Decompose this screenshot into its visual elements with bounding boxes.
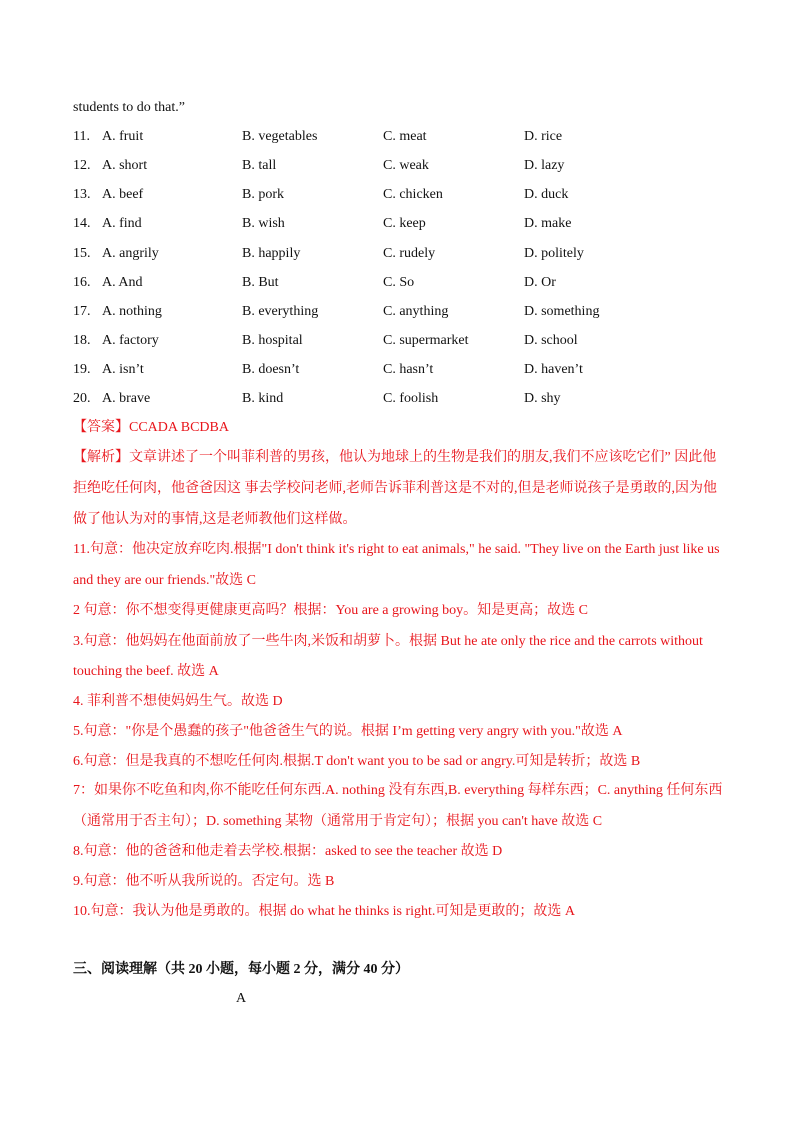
option-d: D. make	[524, 216, 572, 231]
option-c: C. So	[383, 275, 415, 290]
option-c: C. foolish	[383, 391, 439, 406]
option-a: A. And	[102, 275, 143, 290]
question-number: 14.	[73, 216, 91, 231]
option-a: A. short	[102, 158, 148, 173]
analysis-line: 10.句意：我认为他是勇敢的。根据 do what he thinks is right.可知是更敢的；故选 A	[73, 904, 576, 919]
option-b: B. vegetables	[242, 129, 318, 144]
analysis-line: 11.句意：他决定放弃吃肉.根据"I don't think it's right to eat animals," he said. "They live on the Earth just like us	[73, 542, 720, 557]
option-d: D. haven’t	[524, 362, 583, 377]
option-a: A. factory	[102, 333, 159, 348]
option-a: A. isn’t	[102, 362, 144, 377]
analysis-line: 7：如果你不吃鱼和肉,你不能吃任何东西.A. nothing 没有东西,B. everything 每样东西；C. anything 任何东西	[73, 783, 723, 798]
option-b: B. kind	[242, 391, 284, 406]
option-b: B. But	[242, 275, 279, 290]
question-number: 20.	[73, 391, 91, 406]
option-b: B. hospital	[242, 333, 303, 348]
analysis-line: touching the beef. 故选 A	[73, 664, 219, 679]
lead-line: students to do that.”	[73, 100, 185, 115]
option-c: C. weak	[383, 158, 429, 173]
option-d: D. lazy	[524, 158, 565, 173]
option-a: A. beef	[102, 187, 144, 202]
option-c: C. hasn’t	[383, 362, 434, 377]
option-b: B. wish	[242, 216, 285, 231]
analysis-line: 6.句意：但是我真的不想吃任何肉.根据.T don't want you to be sad or angry.可知是转折；故选 B	[73, 754, 641, 769]
option-a: A. fruit	[102, 129, 144, 144]
option-b: B. happily	[242, 246, 301, 261]
analysis-line: 4. 菲利普不想使妈妈生气。故选 D	[73, 694, 283, 709]
option-b: B. tall	[242, 158, 277, 173]
option-d: D. politely	[524, 246, 584, 261]
option-b: B. everything	[242, 304, 319, 319]
question-number: 12.	[73, 158, 91, 173]
option-a: A. nothing	[102, 304, 162, 319]
option-d: D. shy	[524, 391, 561, 406]
analysis-line: 2 句意：你不想变得更健康更高吗？根据：You are a growing boy。知是更高；故选 C	[73, 603, 589, 618]
option-c: C. chicken	[383, 187, 443, 202]
question-number: 18.	[73, 333, 91, 348]
option-c: C. keep	[383, 216, 426, 231]
option-d: D. Or	[524, 275, 556, 290]
section-heading: 三、阅读理解（共 20 小题，每小题 2 分，满分 40 分）	[73, 962, 409, 977]
option-b: B. pork	[242, 187, 284, 202]
analysis-line: 【解析】文章讲述了一个叫菲利普的男孩，他认为地球上的生物是我们的朋友,我们不应该吃它们” 因此他	[73, 450, 717, 465]
analysis-line: 9.句意：他不听从我所说的。否定句。选 B	[73, 874, 335, 889]
analysis-line: and they are our friends."故选 C	[73, 573, 256, 588]
analysis-line: 8.句意：他的爸爸和他走着去学校.根据：asked to see the teacher 故选 D	[73, 844, 503, 859]
question-number: 11.	[73, 129, 90, 144]
question-number: 13.	[73, 187, 91, 202]
analysis-line: 拒绝吃任何肉，他爸爸因这 事去学校问老师,老师告诉菲利普这是不对的,但是老师说孩子是勇敢的,因为他	[73, 481, 717, 496]
option-c: C. rudely	[383, 246, 436, 261]
analysis-line: 3.句意：他妈妈在他面前放了一些牛肉,米饭和胡萝卜。根据 But he ate only the rice and the carrots without	[73, 634, 703, 649]
option-a: A. brave	[102, 391, 151, 406]
answer-line: 【答案】CCADA BCDBA	[73, 420, 229, 435]
analysis-line: （通常用于否主句）；D. something 某物（通常用于肯定句）；根据 you can't have 故选 C	[73, 814, 603, 829]
question-number: 15.	[73, 246, 91, 261]
question-number: 19.	[73, 362, 91, 377]
option-c: C. supermarket	[383, 333, 469, 348]
question-number: 16.	[73, 275, 91, 290]
option-a: A. find	[102, 216, 142, 231]
option-c: C. meat	[383, 129, 427, 144]
analysis-line: 5.句意："你是个愚蠢的孩子"他爸爸生气的说。根据 I’m getting very angry with you."故选 A	[73, 724, 623, 739]
option-d: D. school	[524, 333, 578, 348]
option-a: A. angrily	[102, 246, 159, 261]
option-d: D. duck	[524, 187, 569, 202]
question-number: 17.	[73, 304, 91, 319]
option-d: D. rice	[524, 129, 563, 144]
option-b: B. doesn’t	[242, 362, 300, 377]
option-d: D. something	[524, 304, 600, 319]
analysis-line: 做了他认为对的事情,这是老师教他们这样做。	[73, 512, 357, 527]
option-c: C. anything	[383, 304, 449, 319]
passage-label: A	[236, 991, 247, 1006]
